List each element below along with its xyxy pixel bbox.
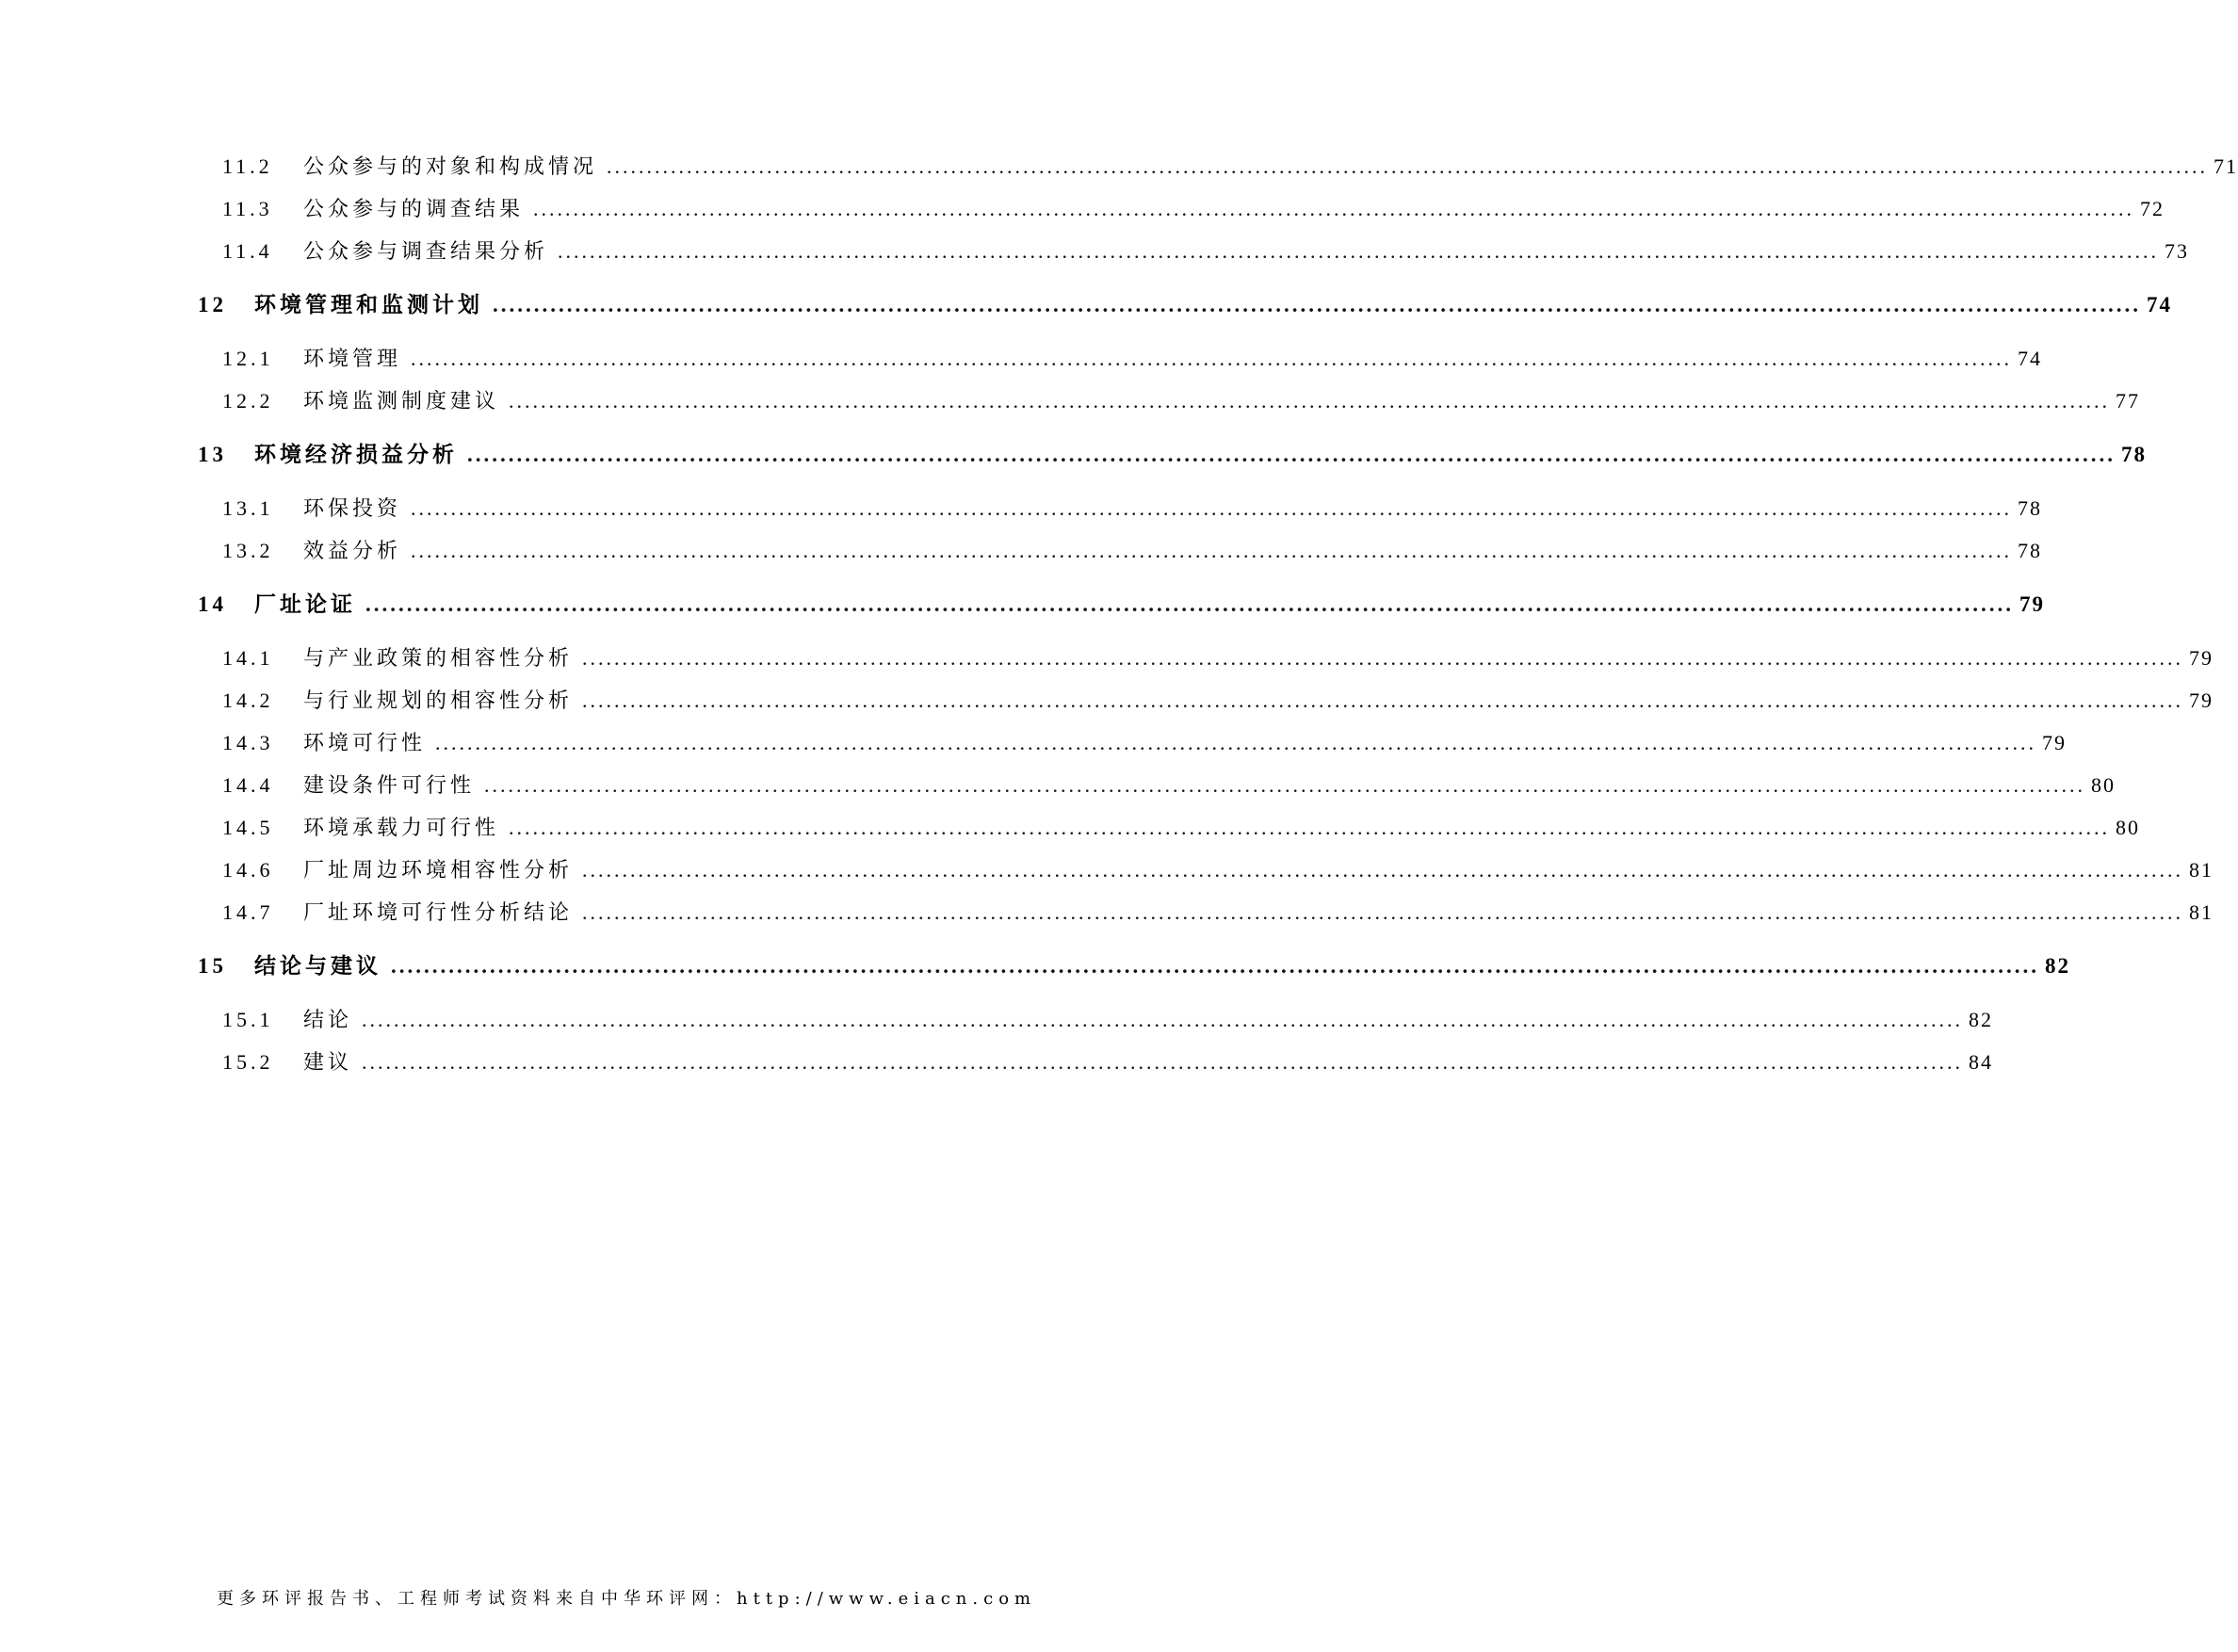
toc-entry-title: 结论 <box>303 1008 353 1031</box>
toc-dot-leader: ........................................................................................................................................................................................................ <box>558 239 2160 263</box>
toc-entry-title: 环境管理和监测计划 <box>254 293 483 316</box>
toc-dot-leader: ........................................................................................................................................................................................................ <box>493 293 2141 316</box>
toc-dot-leader: ........................................................................................................................................................................................................ <box>391 954 2039 978</box>
toc-entry-page-number: 81 <box>2189 900 2214 924</box>
toc-dot-leader: ........................................................................................................................................................................................................ <box>582 900 2184 924</box>
toc-dot-leader: ........................................................................................................................................................................................................ <box>362 1050 1964 1074</box>
toc-dot-leader: ........................................................................................................................................................................................................ <box>484 773 2086 797</box>
toc-entry-number: 15 <box>198 954 227 978</box>
toc-entry-title: 环境监测制度建议 <box>303 389 500 413</box>
toc-entry-number: 14.4 <box>222 773 274 797</box>
toc-section-entry[interactable] <box>198 187 2165 230</box>
toc-entry-page-number: 79 <box>2189 646 2214 670</box>
toc-entry-title: 厂址论证 <box>254 592 356 616</box>
toc-section-entry[interactable] <box>198 145 2238 187</box>
toc-section-entry[interactable] <box>198 529 2043 572</box>
toc-entry-page-number: 73 <box>2165 239 2190 263</box>
toc-entry-title: 建设条件可行性 <box>303 773 476 797</box>
toc-entry-number: 14 <box>198 592 227 616</box>
toc-entry-title: 公众参与调查结果分析 <box>303 239 549 263</box>
toc-entry-title: 环境承载力可行性 <box>303 816 500 839</box>
toc-entry-number: 11.2 <box>222 154 273 178</box>
toc-entry-page-number: 74 <box>2018 347 2043 370</box>
toc-entry-title: 建议 <box>303 1050 353 1074</box>
toc-chapter-entry[interactable] <box>198 433 2147 476</box>
toc-entry-page-number: 84 <box>1969 1050 1994 1074</box>
toc-section-entry[interactable] <box>198 230 2190 272</box>
toc-entry-number: 14.3 <box>222 731 274 754</box>
toc-entry-page-number: 79 <box>2019 592 2045 616</box>
toc-dot-leader: ........................................................................................................................................................................................................ <box>435 731 2037 754</box>
toc-dot-leader: ........................................................................................................................................................................................................ <box>582 646 2184 670</box>
toc-dot-leader: ........................................................................................................................................................................................................ <box>362 1008 1964 1031</box>
toc-entry-page-number: 80 <box>2116 816 2141 839</box>
toc-entry-title: 效益分析 <box>303 539 402 562</box>
toc-section-entry[interactable] <box>198 487 2043 529</box>
toc-section-entry[interactable] <box>198 891 2214 933</box>
toc-entry-page-number: 72 <box>2140 197 2165 220</box>
toc-entry-number: 12.1 <box>222 347 274 370</box>
toc-entry-title: 结论与建议 <box>254 954 381 978</box>
toc-entry-title: 厂址周边环境相容性分析 <box>303 858 574 882</box>
toc-section-entry[interactable] <box>198 637 2214 679</box>
toc-dot-leader: ........................................................................................................................................................................................................ <box>411 496 2013 520</box>
toc-entry-page-number: 74 <box>2147 293 2172 316</box>
toc-entry-number: 14.7 <box>222 900 274 924</box>
toc-dot-leader: ........................................................................................................................................................................................................ <box>411 347 2013 370</box>
toc-entry-title: 与行业规划的相容性分析 <box>303 688 574 712</box>
toc-entry-page-number: 78 <box>2018 496 2043 520</box>
toc-entry-page-number: 78 <box>2121 443 2147 466</box>
toc-entry-title: 环境经济损益分析 <box>254 443 458 466</box>
toc-entry-title: 公众参与的对象和构成情况 <box>303 154 598 178</box>
toc-chapter-entry[interactable] <box>198 583 2045 625</box>
toc-entry-page-number: 81 <box>2189 858 2214 882</box>
toc-dot-leader: ........................................................................................................................................................................................................ <box>533 197 2135 220</box>
toc-section-entry[interactable] <box>198 998 1994 1041</box>
table-of-contents <box>198 145 2238 1083</box>
toc-entry-number: 13.1 <box>222 496 274 520</box>
toc-dot-leader: ........................................................................................................................................................................................................ <box>607 154 2209 178</box>
toc-entry-title: 厂址环境可行性分析结论 <box>303 900 574 924</box>
toc-entry-page-number: 79 <box>2042 731 2068 754</box>
toc-entry-page-number: 77 <box>2116 389 2141 413</box>
toc-dot-leader: ........................................................................................................................................................................................................ <box>582 858 2184 882</box>
toc-dot-leader: ........................................................................................................................................................................................................ <box>509 389 2111 413</box>
toc-entry-number: 14.6 <box>222 858 274 882</box>
toc-entry-number: 14.2 <box>222 688 274 712</box>
page-footer: 更多环评报告书、工程师考试资料来自中华环评网：http://www.eiacn.com <box>217 1589 1037 1609</box>
toc-entry-title: 环保投资 <box>303 496 402 520</box>
toc-entry-number: 12.2 <box>222 389 274 413</box>
toc-section-entry[interactable] <box>198 721 2068 764</box>
toc-dot-leader: ........................................................................................................................................................................................................ <box>582 688 2184 712</box>
toc-dot-leader: ........................................................................................................................................................................................................ <box>509 816 2111 839</box>
toc-entry-number: 15.1 <box>222 1008 274 1031</box>
toc-entry-page-number: 79 <box>2189 688 2214 712</box>
toc-entry-number: 14.5 <box>222 816 274 839</box>
toc-section-entry[interactable] <box>198 764 2116 806</box>
toc-entry-page-number: 80 <box>2091 773 2116 797</box>
toc-entry-number: 15.2 <box>222 1050 274 1074</box>
toc-section-entry[interactable] <box>198 849 2214 891</box>
toc-entry-page-number: 82 <box>1969 1008 1994 1031</box>
toc-entry-number: 11.4 <box>222 239 273 263</box>
toc-section-entry[interactable] <box>198 1041 1994 1083</box>
toc-section-entry[interactable] <box>198 337 2043 380</box>
toc-entry-page-number: 71 <box>2214 154 2238 178</box>
toc-entry-number: 13.2 <box>222 539 274 562</box>
toc-entry-number: 11.3 <box>222 197 273 220</box>
toc-section-entry[interactable] <box>198 806 2141 849</box>
toc-dot-leader: ........................................................................................................................................................................................................ <box>467 443 2116 466</box>
toc-entry-page-number: 78 <box>2018 539 2043 562</box>
toc-entry-title: 与产业政策的相容性分析 <box>303 646 574 670</box>
toc-entry-number: 14.1 <box>222 646 274 670</box>
toc-section-entry[interactable] <box>198 679 2214 721</box>
toc-entry-number: 13 <box>198 443 227 466</box>
toc-dot-leader: ........................................................................................................................................................................................................ <box>365 592 2014 616</box>
toc-section-entry[interactable] <box>198 380 2141 422</box>
toc-chapter-entry[interactable] <box>198 283 2172 326</box>
toc-entry-page-number: 82 <box>2045 954 2070 978</box>
toc-entry-number: 12 <box>198 293 227 316</box>
toc-dot-leader: ........................................................................................................................................................................................................ <box>411 539 2013 562</box>
toc-entry-title: 环境可行性 <box>303 731 427 754</box>
toc-chapter-entry[interactable] <box>198 945 2070 987</box>
toc-entry-title: 环境管理 <box>303 347 402 370</box>
toc-entry-title: 公众参与的调查结果 <box>303 197 525 220</box>
